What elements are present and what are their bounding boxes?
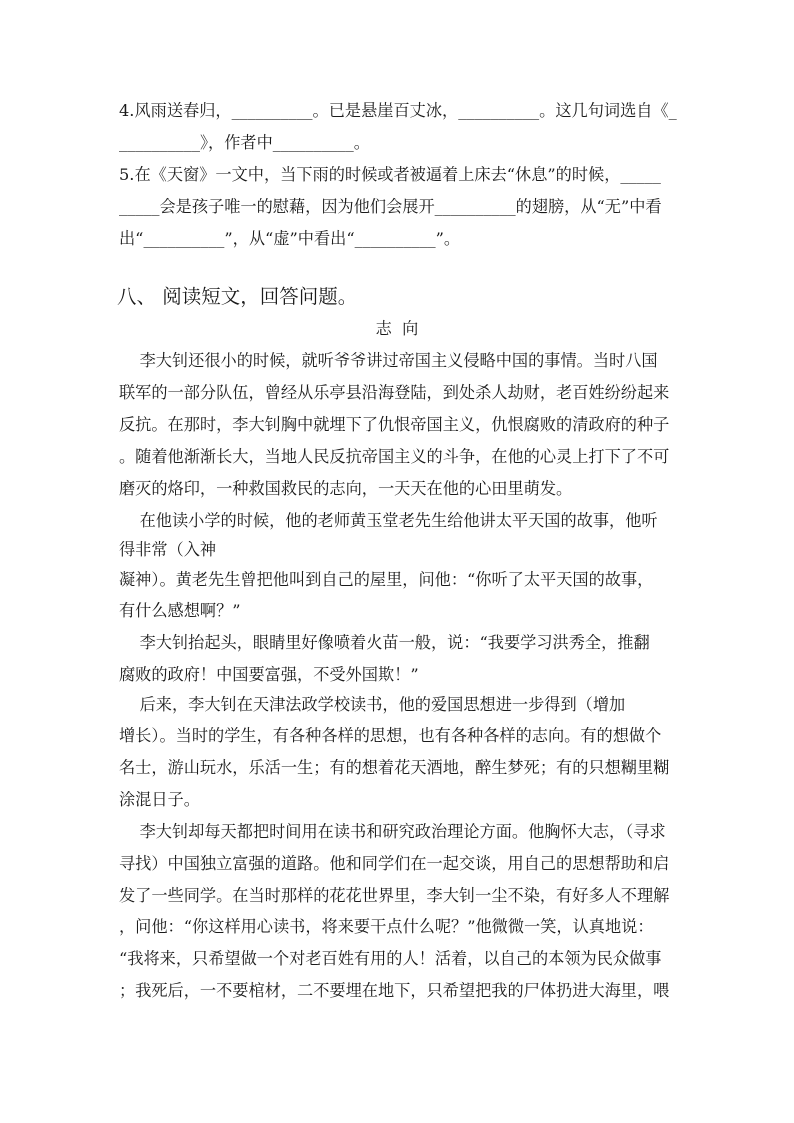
section-heading: 八、 阅读短文，回答问题。 — [117, 285, 358, 308]
passage-line: “我将来，只希望做一个对老百姓有用的人！活着，以自己的本领为民众做事 — [119, 949, 662, 968]
question-4-line-2: __________》，作者中__________。 — [119, 133, 370, 152]
article-title: 志 向 — [375, 319, 419, 338]
passage-line: ，问他：“你这样用心读书，将来要干点什么呢？”他微微一笑，认真地说： — [119, 917, 654, 936]
passage-line: 腐败的政府！中国要富强，不受外国欺！” — [119, 665, 419, 684]
passage-line: 寻找）中国独立富强的道路。他和同学们在一起交谈，用自己的思想帮助和启 — [119, 854, 670, 873]
passage-line: ；我死后，一不要棺材，二不要埋在地下，只希望把我的尸体扔进大海里，喂 — [119, 981, 670, 1000]
question-5-line-3: 出“__________”，从“虚”中看出“__________”。 — [119, 229, 461, 248]
passage-line: 李大钊还很小的时候，就听爷爷讲过帝国主义侵略中国的事情。当时八国 — [119, 351, 658, 370]
passage-line: 涂混日子。 — [119, 790, 200, 809]
passage-line: 后来，李大钊在天津法政学校读书，他的爱国思想进一步得到（增加 — [119, 695, 626, 714]
passage-line: 反抗。在那时，李大钊胸中就埋下了仇恨帝国主义，仇恨腐败的清政府的种子 — [119, 415, 670, 434]
passage-line: 联军的一部分队伍，曾经从乐亭县沿海登陆，到处杀人劫财，老百姓纷纷起来 — [119, 383, 670, 402]
question-5-line-2: _____会是孩子唯一的慰藉，因为他们会展开__________的翅膀，从“无”中看 — [119, 197, 662, 216]
passage-line: 发了一些同学。在当时那样的花花世界里，李大钊一尘不染，有好多人不理解 — [119, 886, 670, 905]
passage-line: 名士，游山玩水，乐活一生；有的想着花天酒地，醉生梦死；有的只想糊里糊 — [119, 758, 670, 777]
passage-line: 得非常（入神 — [119, 540, 217, 559]
passage-line: 李大钊抬起头，眼睛里好像喷着火苗一般，说：“我要学习洪秀全，推翻 — [119, 633, 650, 652]
passage-line: 磨灭的烙印，一种救国救民的志向，一天天在他的心田里萌发。 — [119, 479, 573, 498]
passage-line: 李大钊却每天都把时间用在读书和研究政治理论方面。他胸怀大志，（寻求 — [119, 822, 666, 841]
passage-line: 有什么感想啊？” — [119, 601, 241, 620]
passage-line: 。随着他渐渐长大，当地人民反抗帝国主义的斗争，在他的心灵上打下了不可 — [119, 447, 670, 466]
passage-line: 在他读小学的时候，他的老师黄玉堂老先生给他讲太平天国的故事，他听 — [119, 511, 658, 530]
passage-line: 凝神）。黄老先生曾把他叫到自己的屋里，问他：“你听了太平天国的故事， — [119, 570, 654, 589]
question-5-line-1: 5.在《天窗》一文中，当下雨的时候或者被逼着上床去“休息”的时候，_____ — [119, 165, 661, 184]
question-4-line-1: 4.风雨送春归，__________。已是悬崖百丈冰，__________。这几句词选自《_ — [119, 101, 677, 120]
passage-line: 增长）。当时的学生，有各种各样的思想，也有各种各样的志向。有的想做个 — [119, 726, 662, 745]
